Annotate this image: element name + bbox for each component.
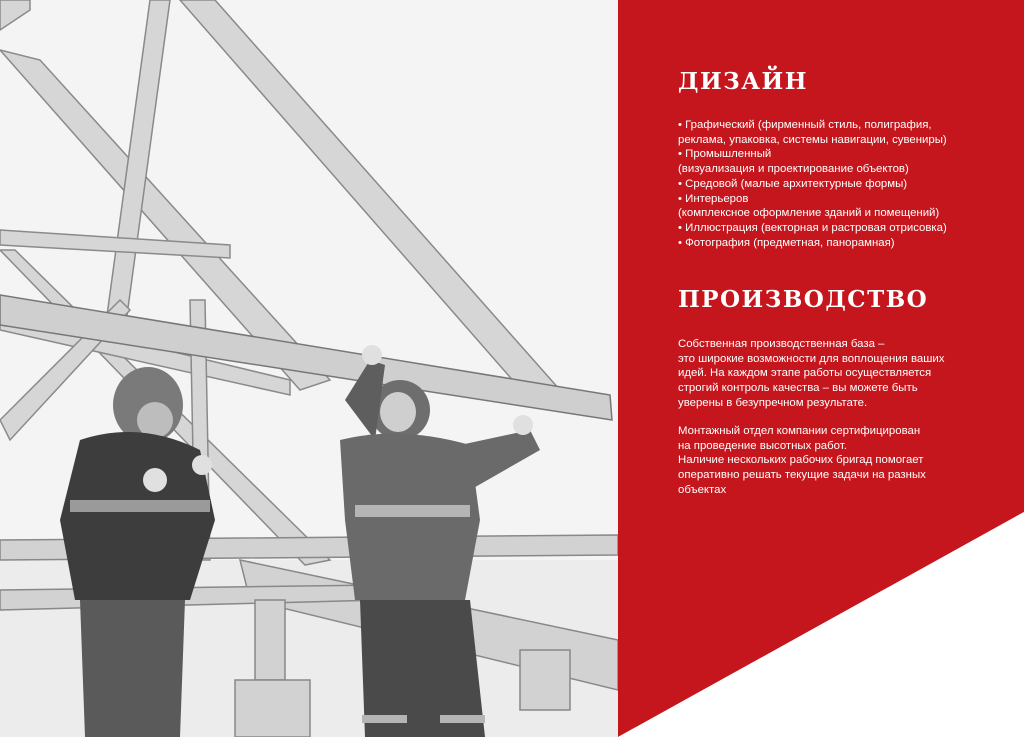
- design-heading: ДИЗАЙН: [678, 68, 808, 95]
- text-line: идей. На каждом этапе работы осуществляется: [678, 367, 932, 380]
- production-paragraph-2: [678, 424, 1008, 498]
- list-item: реклама, упаковка, системы навигации, сувениры): [678, 133, 947, 146]
- text-line: на проведение высотных работ.: [678, 439, 847, 452]
- text-line: объектах: [678, 483, 727, 496]
- list-item: • Интерьеров: [678, 192, 749, 205]
- text-line: уверены в безупречном результате.: [678, 396, 868, 409]
- production-paragraph-1: [678, 337, 1008, 411]
- text-line: строгий контроль качества – вы можете быть: [678, 382, 918, 395]
- list-item: • Иллюстрация (векторная и растровая отрисовка): [678, 221, 947, 234]
- text-line: Монтажный отдел компании сертифицирован: [678, 425, 921, 437]
- text-line: Наличие нескольких рабочих бригад помогает: [678, 454, 924, 467]
- text-line: Собственная производственная база –: [678, 338, 885, 350]
- list-item: (комплексное оформление зданий и помещений): [678, 207, 940, 220]
- design-list: [678, 118, 1008, 250]
- list-item: • Графический (фирменный стиль, полиграфия,: [678, 119, 932, 131]
- text-line: оперативно решать текущие задачи на разных: [678, 469, 926, 482]
- text-line: это широкие возможности для воплощения ваших: [678, 352, 945, 365]
- production-heading: ПРОИЗВОДСТВО: [678, 286, 929, 313]
- list-item: • Фотография (предметная, панорамная): [678, 236, 895, 249]
- list-item: (визуализация и проектирование объектов): [678, 163, 909, 176]
- list-item: • Промышленный: [678, 148, 772, 161]
- list-item: • Средовой (малые архитектурные формы): [678, 177, 908, 190]
